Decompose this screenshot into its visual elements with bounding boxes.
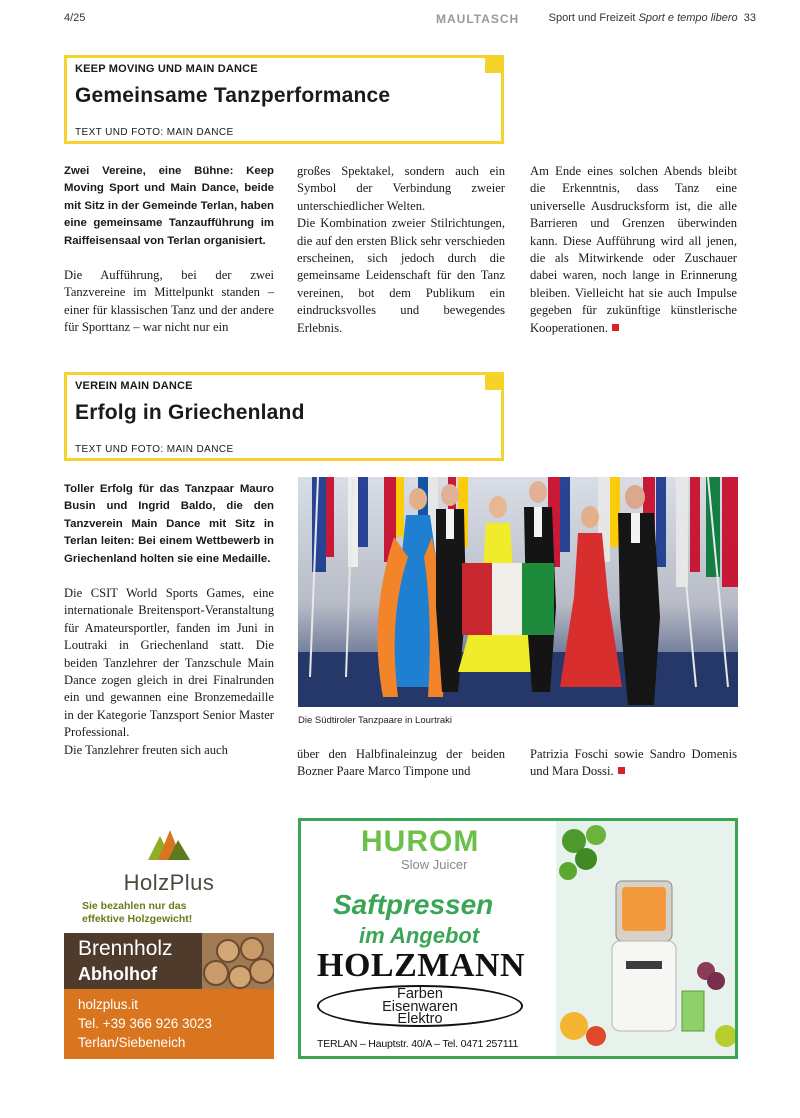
article2-column-3 [530,746,737,781]
dance-couples-photo [298,477,738,707]
article2-paragraph-3: über den Halbfinaleinzug der beiden Bozner Paare Marco Timpone und [297,747,505,779]
holzplus-product: Brennholz [78,937,173,960]
article2-paragraph-4-text: Patrizia Foschi sowie Sandro Domenis und Mara Dossi. [530,747,737,779]
photo-caption: Die Südtiroler Tanzpaare in Lourtraki [298,715,453,726]
article1-paragraph-4 [530,163,737,337]
article1-lead: Zwei Vereine, eine Bühne: Keep Moving Sport und Main Dance, beide mit Sitz in der Gemeinde Terlan, haben eine gemeinsame Tanzaufführung im Raiffeisensaal von Terlan organisiert. [64,165,274,247]
end-of-article-square [612,324,619,331]
page-number: 33 [743,12,756,24]
holzplus-phone: Tel. +39 366 926 3023 [78,1016,212,1031]
ad-headline: Saftpressen [333,889,494,920]
product-line-3: Elektro [397,1011,443,1027]
section-header [549,12,756,24]
section-it: Sport e tempo libero [638,12,738,24]
holzmann-company: HOLZMANN [317,947,525,984]
holzplus-place: Terlan/Siebeneich [78,1035,186,1050]
box-corner-tab [485,372,504,390]
article1-column-2 [297,163,505,337]
product-line-2: Eisenwaren [382,998,458,1015]
issue-number: 4/25 [64,12,86,24]
photo-illustration [298,477,738,707]
article2-title: Erfolg in Griechenland [75,401,305,424]
end-of-article-square [618,767,625,774]
holzplus-tagline [82,900,192,926]
article2-column-2 [297,746,505,781]
holzplus-location: Abholhof [78,964,157,984]
holzmann-address: TERLAN – Hauptstr. 40/A – Tel. 0471 257111 [317,1038,519,1050]
article1-paragraph-4-text: Am Ende eines solchen Abends bleibt die Erkenntnis, dass Tanz eine universelle Ausdrucksform ist, die alle Barrieren und Grenzen überwinden kann. Diese Aufführung wird all jenen, die als Mitwirkende oder Zuschauer dabei waren, noch lange in Erinnerung bleiben. Vielleicht hat sie auch Impulse gegeben für zukünftige künstlerische Kooperationen. [530,164,737,335]
box-corner-tab [485,55,504,73]
article1-heading-box [64,55,504,144]
article1-paragraph-3: Die Kombination zweier Stilrichtungen, die auf den ersten Blick sehr verschieden erscheinen, sich jedoch durch die gemeinsame Leidenschaft für den Tanz vereinen, bot dem Publikum ein eindrucksvolles und bewegendes Erlebnis. [297,216,505,335]
firewood-icon [202,933,274,989]
holzplus-ad[interactable] [64,816,274,1059]
hurom-holzmann-ad[interactable] [298,818,738,1059]
article1-paragraph-1: Die Aufführung, bei der zwei Tanzvereine im Mittelpunkt standen – einer für klassischen Tanz und der andere für Sporttanz – war nicht nur ein [64,268,274,335]
holzplus-tagline-2: effektive Holzgewicht! [82,913,193,925]
holzplus-web[interactable]: holzplus.it [78,997,139,1012]
section-de: Sport und Freizeit [548,12,636,24]
magazine-name: MAULTASCH [436,12,520,26]
slow-juicer-product-icon [556,821,735,1056]
article1-column-1 [64,163,274,337]
holzplus-tagline-1: Sie bezahlen nur das [82,900,187,912]
article1-kicker: KEEP MOVING UND MAIN DANCE [75,63,258,75]
article2-lead: Toller Erfolg für das Tanzpaar Mauro Busin und Ingrid Baldo, die den Tanzverein Main Dance mit Sitz in Terlan leiten: Bei einem Wettbewerb in Griechenland holten sie eine Medaille. [64,483,274,565]
hurom-subtitle: Slow Juicer [401,857,468,872]
article2-credit: TEXT UND FOTO: MAIN DANCE [75,444,234,455]
article1-paragraph-2: großes Spektakel, sondern auch ein Symbol der Verbindung zweier unterschiedlicher Welten. [297,164,505,213]
ad-subheadline: im Angebot [359,923,480,948]
article2-heading-box [64,372,504,461]
article2-kicker: VEREIN MAIN DANCE [75,380,193,392]
article2-column-1 [64,481,274,759]
hurom-logo: HUROM [361,825,480,858]
article1-credit: TEXT UND FOTO: MAIN DANCE [75,127,234,138]
article2-paragraph-1: Die CSIT World Sports Games, eine internationale Breitensport-Veranstaltung für Amateursportler, fanden im Juni in Loutraki in Griechenland statt. Die beiden Tanzlehrer der Tanzschule Main Dance zogen gleich in drei Finalrunden ein und gewannen eine Bronzemedaille in der Kategorie Tanzsport Senior Master Professional. [64,586,274,740]
holzplus-logo-icon [148,830,190,860]
article2-paragraph-4 [530,746,737,781]
article1-column-3 [530,163,737,337]
product-line-1: Farben [397,986,443,1002]
holzplus-brand: HolzPlus [123,870,215,895]
article2-paragraph-2: Die Tanzlehrer freuten sich auch [64,742,228,757]
holzmann-products-oval [317,985,523,1027]
article1-title: Gemeinsame Tanzperformance [75,84,391,107]
